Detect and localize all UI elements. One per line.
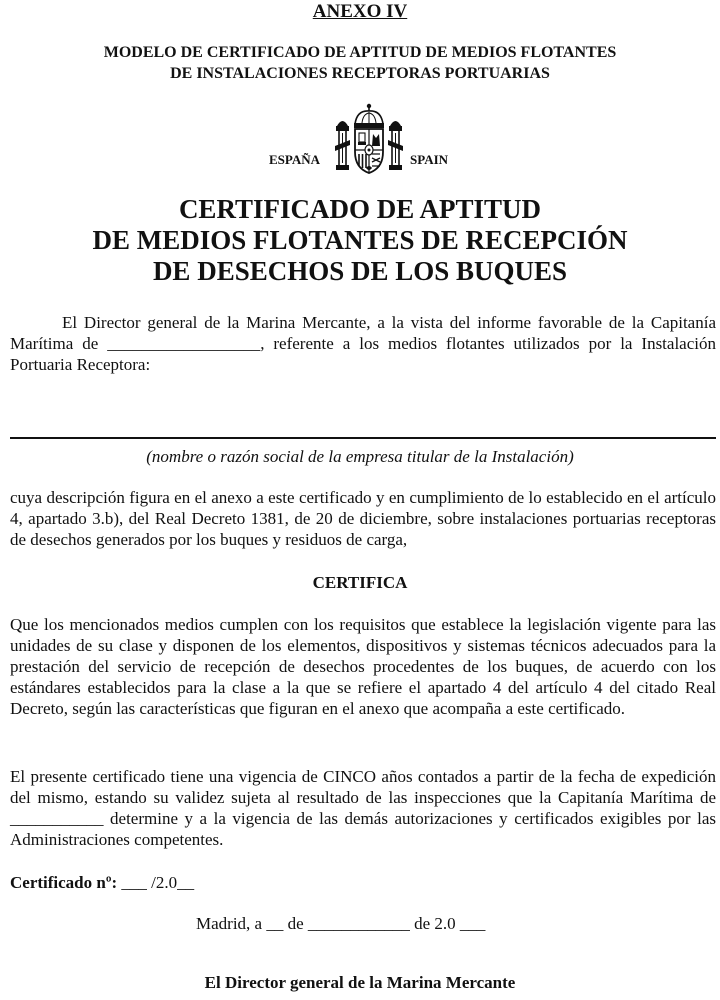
certificate-number-value: ___ /2.0__ (121, 873, 195, 892)
country-label-english: SPAIN (410, 152, 449, 167)
model-title-line-2: DE INSTALACIONES RECEPTORAS PORTUARIAS (170, 65, 550, 82)
intro-paragraph: El Director general de la Marina Mercante, a la vista del informe favorable de la Capitanía Marítima de __________________, referente a los medios flotantes utilizados por la Instalación Portuaria Receptora: (10, 313, 716, 374)
certificate-title (0, 194, 720, 287)
validity-paragraph: El presente certificado tiene una vigencia de CINCO años contados a partir de la fecha de expedición del mismo, estando su validez sujeta al resultado de las inspecciones que la Capitanía Marítima de ___________ determine y a la vigencia de las demás autorizaciones y certificados exigibles por las Administraciones competentes. (10, 767, 716, 849)
coat-of-arms-of-spain-icon (333, 102, 405, 178)
company-name-caption: (nombre o razón social de la empresa titular de la Instalación) (146, 447, 574, 466)
certificate-number-label: Certificado nº: (10, 873, 118, 892)
certificate-number (10, 872, 194, 893)
place-and-date: Madrid, a __ de ____________ de 2.0 ___ (196, 914, 486, 933)
certifica-heading: CERTIFICA (312, 573, 408, 592)
certifica-paragraph: Que los mencionados medios cumplen con los requisitos que establece la legislación vigente para las unidades de su clase y disponen de los elementos, dispositivos y sistemas técnicos adecuados para la prestación del servicio de recepción de desechos procedentes de los buques, de acuerdo con los estándares establecidos para la clase a la que se refiere el apartado 4 del artículo 4 del citado Real Decreto, según las características que figuran en el anexo que acompaña a este certificado. (10, 615, 716, 718)
description-paragraph: cuya descripción figura en el anexo a este certificado y en cumplimiento de lo establecido en el artículo 4, apartado 3.b), del Real Decreto 1381, de 20 de diciembre, sobre instalaciones portuarias receptoras de desechos generados por los buques y residuos de carga, (10, 488, 716, 549)
company-name-line (10, 437, 716, 439)
country-label-spanish: ESPAÑA (269, 152, 321, 167)
emblem-row (0, 102, 720, 178)
annex-title (0, 0, 720, 24)
certificate-title-line-3: DE DESECHOS DE LOS BUQUES (152, 256, 568, 286)
model-title (0, 42, 720, 84)
signature-title: El Director general de la Marina Mercante (204, 973, 516, 992)
certificate-title-line-2: DE MEDIOS FLOTANTES DE RECEPCIÓN (92, 225, 628, 255)
annex-title-text: ANEXO IV (312, 1, 408, 22)
certificate-title-line-1: CERTIFICADO DE APTITUD (178, 194, 542, 224)
model-title-line-1: MODELO DE CERTIFICADO DE APTITUD DE MEDIOS FLOTANTES (103, 44, 617, 61)
